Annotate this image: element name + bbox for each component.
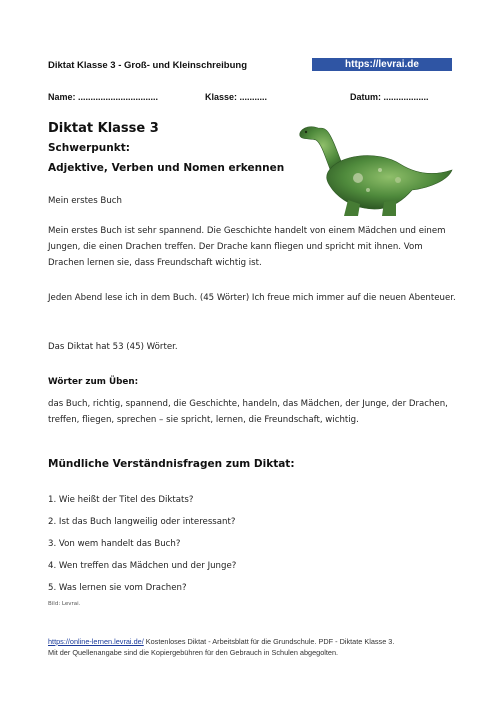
image-credit: Bild: Levrai.: [48, 601, 81, 607]
subtitle-focus: Schwerpunkt:: [48, 142, 130, 154]
footer-line-2: Mit der Quellenangabe sind die Kopiergebühren für den Gebrauch in Schulen abgegolten.: [48, 648, 339, 657]
footer-link[interactable]: https://online-lernen.levrai.de/: [48, 637, 144, 646]
question-3: 3. Von wem handelt das Buch?: [48, 539, 181, 549]
word-count: Das Diktat hat 53 (45) Wörter.: [48, 342, 178, 352]
question-4: 4. Wen treffen das Mädchen und der Junge?: [48, 561, 237, 571]
questions-heading: Mündliche Verständnisfragen zum Diktat:: [48, 458, 295, 470]
words-heading: Wörter zum Üben:: [48, 377, 139, 387]
story-paragraph-2: Jeden Abend lese ich in dem Buch. (45 Wörter) Ich freue mich immer auf die neuen Abenteuer.: [48, 293, 456, 303]
worksheet-header-title: Diktat Klasse 3 - Groß- und Kleinschreibung: [48, 60, 248, 71]
footer-line-1: [48, 636, 468, 647]
klasse-field: Klasse: ...........: [205, 92, 268, 102]
footer-text-1: Kostenloses Diktat - Arbeitsblatt für die Grundschule. PDF - Diktate Klasse 3.: [143, 637, 395, 646]
question-1: 1. Wie heißt der Titel des Diktats?: [48, 495, 194, 505]
story-title: Mein erstes Buch: [48, 196, 122, 206]
question-5: 5. Was lernen sie vom Drachen?: [48, 583, 187, 593]
story-paragraph-1: Mein erstes Buch ist sehr spannend. Die Geschichte handelt von einem Mädchen und einem Jungen, die einen Drachen treffen. Der Drache kann fliegen und spricht mit ihnen. Vom Drachen lernen sie, dass Freundschaft wichtig ist.: [48, 226, 446, 268]
subtitle-topic: Adjektive, Verben und Nomen erkennen: [48, 162, 285, 174]
levrai-link[interactable]: https://levrai.de: [312, 58, 452, 71]
question-2: 2. Ist das Buch langweilig oder interessant?: [48, 517, 236, 527]
name-field: Name: ................................: [48, 92, 159, 102]
datum-field: Datum: ..................: [350, 92, 429, 102]
footer: [48, 636, 468, 658]
words-list: das Buch, richtig, spannend, die Geschichte, handeln, das Mädchen, der Junge, der Drachen, treffen, fliegen, sprechen – sie spricht, lernen, die Freundschaft, wichtig.: [48, 399, 448, 425]
page-title: Diktat Klasse 3: [48, 121, 159, 136]
